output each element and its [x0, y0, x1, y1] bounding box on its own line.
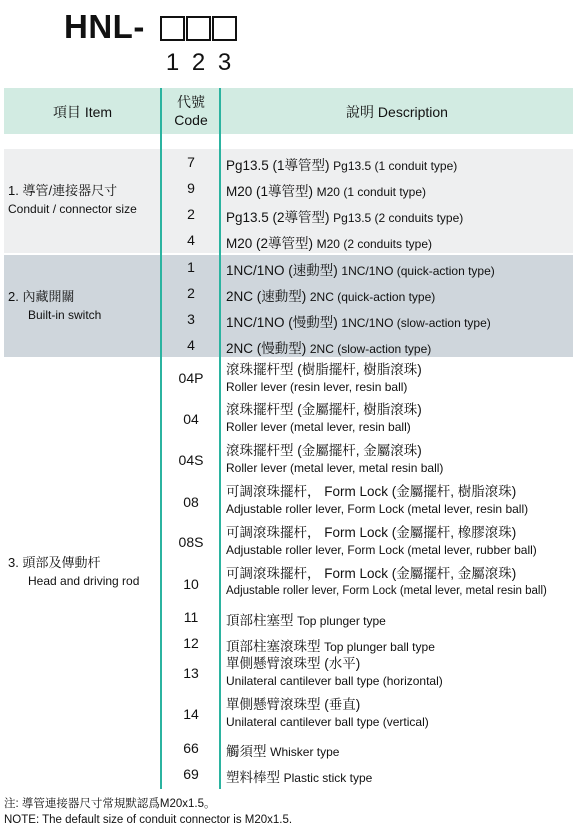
code-box-1	[160, 16, 185, 41]
row-description: 可調滾珠擺杆， Form Lock (金屬擺杆, 橡膠滾珠) Adjustable roller lever, Form Lock (metal lever, rubber ball)	[226, 525, 537, 557]
row-description: 塑料棒型 Plastic stick type	[226, 770, 373, 785]
group-label-en: Head and driving rod	[28, 574, 140, 588]
row-code: 08	[183, 494, 199, 510]
code-box-3	[212, 16, 237, 41]
row-code: 3	[187, 311, 195, 327]
row-description: 單側懸臂滾珠型 (水平) Unilateral cantilever ball type (horizontal)	[226, 656, 443, 688]
header-code-zh: 代號	[177, 94, 205, 110]
column-divider-right	[219, 88, 221, 789]
row-description: 滾珠擺杆型 (樹脂擺杆, 樹脂滾珠) Roller lever (resin lever, resin ball)	[226, 362, 422, 394]
row-code: 12	[183, 635, 199, 651]
group-built-in-switch	[4, 255, 573, 357]
row-code: 7	[187, 154, 195, 170]
group-label-zh: 1. 導管/連接器尺寸	[8, 183, 118, 198]
row-code: 66	[183, 740, 199, 756]
position-number-2: 2	[191, 49, 206, 76]
group-label-en: Built-in switch	[28, 308, 102, 322]
row-code: 04P	[178, 370, 204, 386]
model-designation	[64, 6, 364, 76]
row-code: 04	[183, 411, 199, 427]
row-description: 觸須型 Whisker type	[226, 744, 340, 759]
group-conduit-size	[4, 149, 573, 253]
row-description: 頂部柱塞滾珠型 Top plunger ball type	[226, 639, 435, 654]
row-description: 2NC (慢動型) 2NC (slow-action type)	[226, 341, 432, 356]
row-description: 單側懸臂滾珠型 (垂直) Unilateral cantilever ball type (vertical)	[226, 697, 429, 729]
row-description: 可調滾珠擺杆， Form Lock (金屬擺杆, 金屬滾珠) Adjustable roller lever, Form Lock (metal lever, metal resin ball)	[226, 566, 547, 597]
row-code: 69	[183, 766, 199, 782]
row-description: M20 (1導管型) M20 (1 conduit type)	[226, 184, 427, 199]
column-divider-left	[160, 88, 162, 789]
row-description: 2NC (速動型) 2NC (quick-action type)	[226, 289, 436, 304]
row-code: 11	[183, 609, 199, 625]
group-label	[8, 288, 101, 324]
row-code: 04S	[178, 452, 204, 468]
row-description: 頂部柱塞型 Top plunger type	[226, 613, 386, 628]
row-code: 9	[187, 180, 195, 196]
row-code: 2	[187, 285, 195, 301]
row-code: 10	[183, 576, 199, 592]
header-code	[161, 93, 221, 129]
row-code: 4	[187, 337, 195, 353]
header-description: 說明 Description	[346, 104, 448, 120]
group-label	[8, 554, 139, 590]
position-number-1: 1	[165, 49, 180, 76]
row-code: 4	[187, 232, 195, 248]
row-description: Pg13.5 (2導管型) Pg13.5 (2 conduits type)	[226, 210, 464, 225]
row-description: Pg13.5 (1導管型) Pg13.5 (1 conduit type)	[226, 158, 458, 173]
header-code-en: Code	[174, 112, 208, 128]
row-description: 1NC/1NO (慢動型) 1NC/1NO (slow-action type)	[226, 315, 491, 330]
row-code: 08S	[178, 534, 204, 550]
row-code: 2	[187, 206, 195, 222]
note-en: NOTE: The default size of conduit connector is M20x1.5.	[4, 814, 293, 826]
row-code: 14	[183, 706, 199, 722]
row-description: 可調滾珠擺杆， Form Lock (金屬擺杆, 樹脂滾珠) Adjustable roller lever, Form Lock (metal lever, resin ball)	[226, 484, 529, 516]
row-description: 滾珠擺杆型 (金屬擺杆, 樹脂滾珠) Roller lever (metal lever, resin ball)	[226, 402, 422, 434]
row-description: M20 (2導管型) M20 (2 conduits type)	[226, 236, 433, 251]
model-prefix: HNL-	[64, 8, 145, 45]
group-label-en: Conduit / connector size	[8, 202, 137, 216]
header-item: 項目 Item	[52, 104, 113, 120]
row-description: 1NC/1NO (速動型) 1NC/1NO (quick-action type)	[226, 263, 495, 278]
group-label	[8, 182, 137, 218]
row-description: 滾珠擺杆型 (金屬擺杆, 金屬滾珠) Roller lever (metal lever, metal resin ball)	[226, 443, 444, 475]
group-label-zh: 2. 內藏開關	[8, 289, 75, 304]
group-label-zh: 3. 頭部及傳動杆	[8, 555, 101, 570]
table-header	[4, 88, 573, 134]
note-zh: 注: 導管連接器尺寸常規默認爲M20x1.5。	[4, 798, 216, 810]
code-box-2	[186, 16, 211, 41]
row-code: 1	[187, 259, 195, 275]
position-number-3: 3	[217, 49, 232, 76]
group-head-driving-rod	[4, 359, 573, 789]
ordering-code-table	[4, 88, 573, 789]
row-code: 13	[183, 665, 199, 681]
